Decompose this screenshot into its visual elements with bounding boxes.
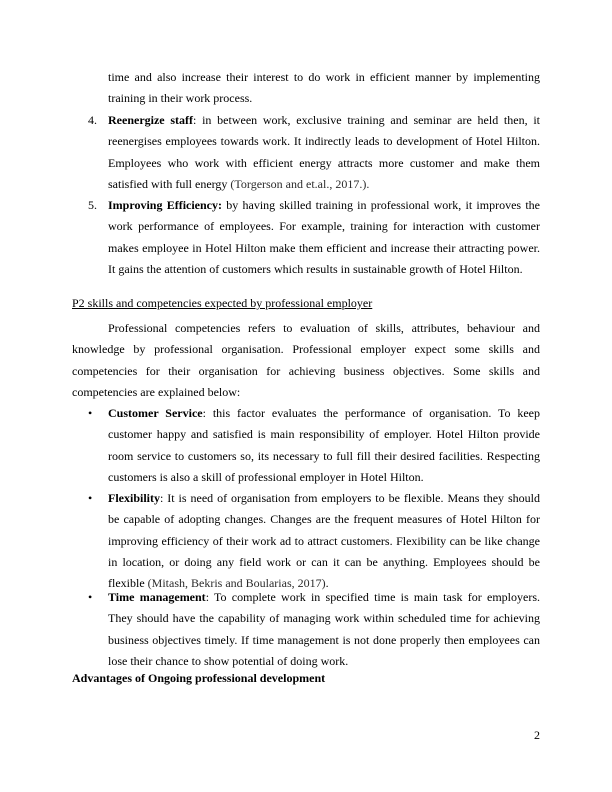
list-text: : It is need of organisation from employers to be flexible. Means they should be capable of adopting changes. Changes are the frequent measures of Hotel Hilton for improving efficiency of their work ad to attract customers. Flexibility can be like change in location, or doing any field work or can it can be anything. Employees should be flexible	[108, 491, 540, 591]
section-intro-text: Professional competencies refers to evaluation of skills, attributes, behaviour and knowledge by professional organisation. Professional employer expect some skills and competencies for their organisation for achieving business objectives. Some skills and competencies are explained below:	[72, 321, 540, 399]
bullet-icon: •	[88, 491, 93, 505]
intro-continuation: time and also increase their interest to do work in efficient manner by implementing training in their work process.	[108, 70, 540, 106]
list-term: Flexibility	[108, 491, 160, 505]
numbered-item-4	[88, 110, 540, 195]
bullet-item-flexibility	[88, 488, 540, 594]
bullet-icon: •	[88, 406, 93, 420]
list-term: Improving Efficiency:	[108, 198, 223, 212]
list-text: by having skilled training in professional work, it improves the work performance of employees. For example, training for interaction with customer makes employee in Hotel Hilton make them efficient and increase their attracting power. It gains the attention of customers which results in sustainable growth of Hotel Hilton.	[108, 198, 540, 276]
list-number: 5.	[88, 198, 97, 212]
list-term: Reenergize staff	[108, 113, 194, 127]
citation: (Mitash, Bekris and Boularias, 2017)	[147, 576, 326, 591]
bullet-item-customer-service	[88, 403, 541, 488]
numbered-item-5	[88, 195, 540, 280]
bullet-item-time-management	[88, 587, 540, 672]
bullet-icon: •	[88, 590, 93, 604]
section-heading: P2 skills and competencies expected by professional employer	[72, 296, 373, 310]
list-text: : this factor evaluates the performance of organisation. To keep customer happy and satisfied is main responsibility of employer. Hotel Hilton provide room service to customers so, its necessary to full fill their desired facilities. Respecting customers is also a skill of professional employer in Hotel Hilton.	[108, 406, 541, 484]
list-text: : in between work, exclusive training and seminar are held then, it reenergises employees towards work. It indirectly leads to development of Hotel Hilton. Employees who work with efficient energy attracts more customer and make them satisfied with full energy	[108, 113, 540, 191]
list-term: Customer Service	[108, 406, 203, 420]
citation: (Torgerson and et.al., 2017.).	[230, 176, 370, 191]
list-text: : To complete work in specified time is main task for employers. They should have the capability of managing work within scheduled time for achieving business objectives timely. If time management is not done properly then employees can lose their chance to show potential of doing work.	[108, 590, 540, 668]
page-number: 2	[534, 728, 540, 742]
list-number: 4.	[88, 113, 97, 127]
list-text-end: .	[325, 576, 329, 591]
section-intro-paragraph	[72, 318, 540, 403]
advantages-heading: Advantages of Ongoing professional development	[72, 671, 326, 685]
list-term: Time management	[108, 590, 206, 604]
